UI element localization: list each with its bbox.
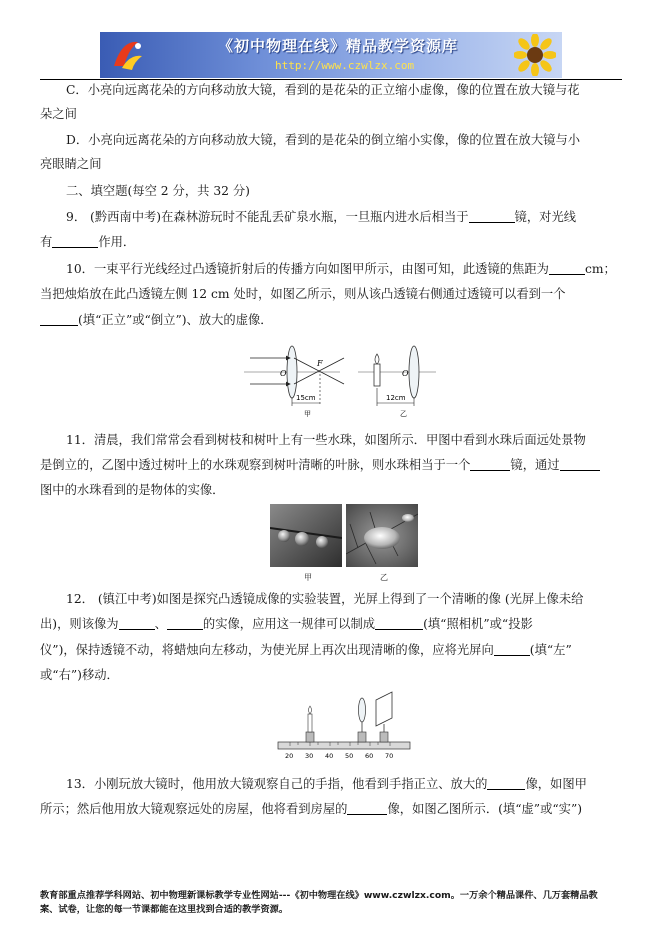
- footer-line2: 案、试卷，让您的每一节课都能在这里找到合适的教学资源。: [40, 904, 289, 915]
- q12-text-c2: (填“左”: [529, 643, 572, 657]
- candle-body: [374, 364, 380, 386]
- q11-text-c: 镜，通过: [510, 458, 560, 472]
- candle-flame-icon-2: [309, 706, 312, 714]
- q10-blank-2[interactable]: [40, 313, 78, 326]
- q12-text-b1: 出)，则该像为: [40, 617, 119, 631]
- screen-holder: [380, 732, 388, 742]
- question-13-line2: [40, 801, 582, 817]
- photo-caption-a: 甲: [304, 573, 312, 582]
- label-O-a: O: [280, 369, 287, 378]
- sunflower-icon: [514, 34, 556, 76]
- q12-optical-bench: [276, 688, 412, 764]
- q10-text-d: (填“正立”或“倒立”)、放大的虚像．: [78, 313, 273, 327]
- q9-blank-2[interactable]: [52, 235, 98, 248]
- caption-b: 乙: [400, 410, 407, 418]
- convex-lens-a: [287, 346, 297, 398]
- question-10-line2: 当把烛焰放在此凸透镜左侧 12 cm 处时，如图乙所示，则从该凸透镜右侧通过透镜可以看到一个: [40, 287, 566, 301]
- question-9-line1: [66, 209, 576, 225]
- question-11-line3: 图中的水珠看到的是物体的实像．: [40, 483, 225, 497]
- q11-text-b: 是倒立的，乙图中透过树叶上的水珠观察到树叶清晰的叶脉，则水珠相当于一个: [40, 458, 471, 472]
- q13-text-a1: 13．小刚玩放大镜时，他用放大镜观察自己的手指，他看到手指正立、放大的: [66, 777, 488, 791]
- header-rule: [40, 79, 622, 80]
- candle-stick: [308, 714, 312, 732]
- convex-lens-b: [409, 346, 419, 398]
- q12-text-b2: 、: [154, 617, 167, 631]
- q10-lens-figure: [240, 336, 440, 420]
- label-O-b: O: [402, 369, 409, 378]
- photo-water-drops-branch: [270, 504, 342, 567]
- banner-title: 《初中物理在线》精品教学资源库: [218, 37, 459, 55]
- q12-blank-1[interactable]: [119, 617, 155, 630]
- q9-text-b: 镜，对光线: [514, 210, 577, 224]
- figure-b: [358, 346, 436, 418]
- q13-text-a2: 像，如图甲: [525, 777, 587, 791]
- q10-blank-1[interactable]: [549, 262, 585, 275]
- light-screen: [376, 692, 392, 726]
- option-c-line1: C．小亮向远离花朵的方向移动放大镜，看到的是花朵的正立缩小虚像，像的位置在放大镜与花: [66, 83, 580, 97]
- banner-url[interactable]: http://www.czwlzx.com: [275, 59, 415, 72]
- q13-text-b1: 所示；然后他用放大镜观察远处的房屋，他将看到房屋的: [40, 802, 348, 816]
- section-heading: 二、填空题(每空 2 分，共 32 分): [66, 184, 250, 198]
- ruler-label-30: 30: [305, 752, 314, 760]
- q10-text-b: cm；: [584, 262, 616, 276]
- candle-holder: [306, 732, 314, 742]
- q12-text-b3: 的实像，应用这一规律可以制成: [202, 617, 376, 631]
- q9-text-d: 作用．: [98, 235, 136, 249]
- question-12-line3: [40, 642, 572, 658]
- ruler-label-40: 40: [325, 752, 334, 760]
- q13-blank-1[interactable]: [487, 777, 525, 790]
- q12-blank-2[interactable]: [167, 617, 203, 630]
- question-12-line4: 或“右”)移动．: [40, 668, 119, 682]
- q12-text-b4: (填“照相机”或“投影: [423, 617, 533, 631]
- photo-caption-b: 乙: [380, 573, 388, 582]
- candle-flame-icon: [375, 354, 379, 364]
- ruler-label-20: 20: [285, 752, 294, 760]
- photo-water-drop-leaf: [346, 504, 418, 567]
- option-d-line2: 亮眼睛之间: [40, 157, 102, 171]
- question-12-line2: [40, 616, 533, 632]
- q10-text-a: 10．一束平行光线经过凸透镜折射后的传播方向如图甲所示，由图可知，此透镜的焦距为: [66, 262, 549, 276]
- ruler-label-60: 60: [365, 752, 374, 760]
- q11-blank-1[interactable]: [470, 458, 510, 471]
- q13-blank-2[interactable]: [347, 802, 387, 815]
- question-9-line2: [40, 234, 135, 250]
- q9-blank-1[interactable]: [469, 210, 515, 223]
- question-13-line1: [66, 776, 587, 792]
- q9-text-c: 有: [40, 235, 53, 249]
- q12-blank-3[interactable]: [375, 617, 423, 630]
- site-logo-icon: [108, 36, 148, 74]
- footer-line1: 教育部重点推荐学科网站、初中物理新课标教学专业性网站---《初中物理在线》www.czwlzx.com。一万余个精品课件、几万套精品教: [40, 890, 598, 901]
- header-banner: [100, 32, 562, 78]
- q12-text-c1: 仪”)，保持透镜不动，将蜡烛向左移动，为使光屏上再次出现清晰的像，应将光屏向: [40, 643, 494, 657]
- ruler-labels: [285, 752, 393, 760]
- question-10-line3: [40, 312, 273, 328]
- q11-blank-2[interactable]: [560, 458, 600, 471]
- question-11-line1: 11．清晨，我们常常会看到树枝和树叶上有一些水珠，如图所示．甲图中看到水珠后面远处景物: [66, 433, 586, 447]
- question-10-line1: [66, 261, 616, 277]
- option-c-line2: 朵之间: [40, 107, 77, 121]
- caption-a: 甲: [304, 410, 311, 418]
- ruler-label-50: 50: [345, 752, 354, 760]
- label-F: F: [317, 359, 323, 368]
- dimension-15cm: 15cm: [296, 394, 316, 402]
- convex-lens-c: [359, 698, 366, 722]
- question-11-line2: [40, 457, 600, 473]
- q9-text-a: 9． (黔西南中考)在森林游玩时不能乱丢矿泉水瓶，一旦瓶内进水后相当于: [66, 210, 469, 224]
- ruler-label-70: 70: [385, 752, 394, 760]
- figure-a: [244, 346, 344, 418]
- q12-blank-4[interactable]: [494, 643, 530, 656]
- q13-text-b2: 像，如图乙图所示．(填“虚”或“实”): [387, 802, 583, 816]
- lens-holder: [358, 732, 366, 742]
- question-12-line1: 12． (镇江中考)如图是探究凸透镜成像的实验装置，光屏上得到了一个清晰的像 (光屏上像未给: [66, 592, 584, 606]
- option-d-line1: D．小亮向远离花朵的方向移动放大镜，看到的是花朵的倒立缩小实像，像的位置在放大镜与小: [66, 133, 581, 147]
- dimension-12cm: 12cm: [386, 394, 406, 402]
